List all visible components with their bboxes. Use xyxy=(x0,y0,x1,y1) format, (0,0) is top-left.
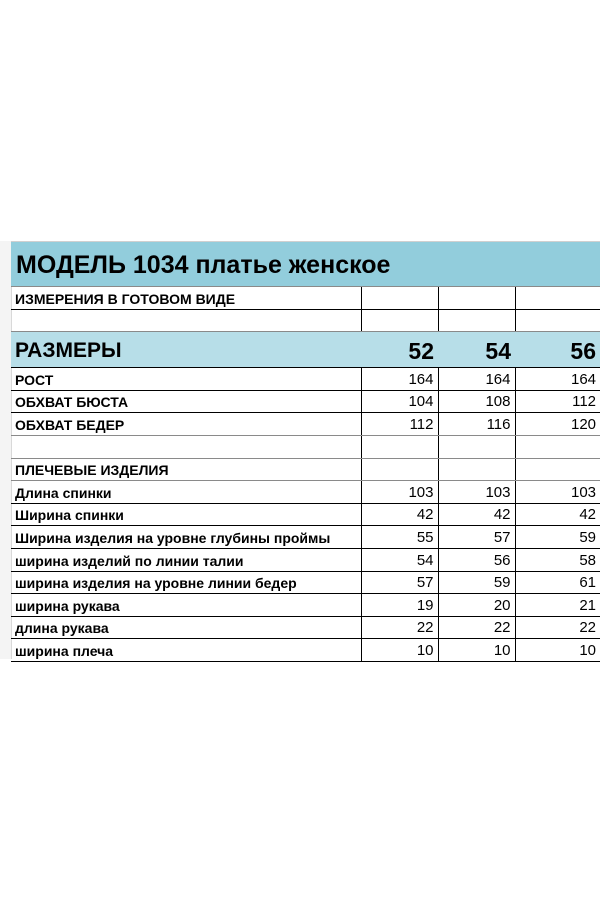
cell-value: 120 xyxy=(515,413,600,436)
row-label: РОСТ xyxy=(11,368,361,391)
cell-value: 54 xyxy=(361,548,438,571)
chart-title: МОДЕЛЬ 1034 платье женское xyxy=(11,242,600,287)
cell-value: 42 xyxy=(515,503,600,526)
cell-value: 10 xyxy=(438,639,515,662)
section-row xyxy=(11,458,600,481)
row-label: ширина плеча xyxy=(11,639,361,662)
cell-value: 57 xyxy=(438,526,515,549)
cell-value: 116 xyxy=(438,413,515,436)
cell-value: 108 xyxy=(438,390,515,413)
table-row xyxy=(11,503,600,526)
row-label: Ширина спинки xyxy=(11,503,361,526)
table-row xyxy=(11,368,600,391)
cell-value: 112 xyxy=(361,413,438,436)
cell-value: 164 xyxy=(515,368,600,391)
cell-value: 20 xyxy=(438,594,515,617)
subtitle-row xyxy=(11,287,600,310)
row-label: длина рукава xyxy=(11,616,361,639)
table-row xyxy=(11,526,600,549)
cell-value: 58 xyxy=(515,548,600,571)
row-label: ширина изделия на уровне линии бедер xyxy=(11,571,361,594)
table-row xyxy=(11,413,600,436)
cell-value: 56 xyxy=(438,548,515,571)
row-label: ширина изделий по линии талии xyxy=(11,548,361,571)
cell-value: 164 xyxy=(361,368,438,391)
row-label: ОБХВАТ БЮСТА xyxy=(11,390,361,413)
row-label: ширина рукава xyxy=(11,594,361,617)
cell-value: 42 xyxy=(361,503,438,526)
cell-value: 21 xyxy=(515,594,600,617)
size-header: 54 xyxy=(438,332,515,368)
table-row xyxy=(11,481,600,504)
table-row xyxy=(11,639,600,662)
cell-value: 164 xyxy=(438,368,515,391)
row-label: Длина спинки xyxy=(11,481,361,504)
cell-value: 59 xyxy=(515,526,600,549)
cell-value: 19 xyxy=(361,594,438,617)
cell-value: 57 xyxy=(361,571,438,594)
cell-value: 22 xyxy=(361,616,438,639)
sizes-label: РАЗМЕРЫ xyxy=(11,332,361,368)
row-label: Ширина изделия на уровне глубины проймы xyxy=(11,526,361,549)
cell-value: 22 xyxy=(438,616,515,639)
title-row xyxy=(11,242,600,287)
chart-subtitle: ИЗМЕРЕНИЯ В ГОТОВОМ ВИДЕ xyxy=(11,287,361,310)
blank-row xyxy=(11,435,600,458)
row-label: ОБХВАТ БЕДЕР xyxy=(11,413,361,436)
cell-value: 10 xyxy=(361,639,438,662)
cell-value: 59 xyxy=(438,571,515,594)
section-label: ПЛЕЧЕВЫЕ ИЗДЕЛИЯ xyxy=(11,458,361,481)
cell-value: 61 xyxy=(515,571,600,594)
blank-row xyxy=(11,309,600,332)
size-header: 52 xyxy=(361,332,438,368)
table-row xyxy=(11,390,600,413)
cell-value: 104 xyxy=(361,390,438,413)
size-header: 56 xyxy=(515,332,600,368)
table-row xyxy=(11,571,600,594)
table-row xyxy=(11,594,600,617)
cell-value: 10 xyxy=(515,639,600,662)
cell-value: 55 xyxy=(361,526,438,549)
cell-value: 103 xyxy=(438,481,515,504)
table-row xyxy=(11,548,600,571)
cell-value: 112 xyxy=(515,390,600,413)
cell-value: 103 xyxy=(361,481,438,504)
cell-value: 103 xyxy=(515,481,600,504)
table-row xyxy=(11,616,600,639)
cell-value: 22 xyxy=(515,616,600,639)
sizes-header-row xyxy=(11,332,600,368)
size-chart-table xyxy=(11,241,600,662)
cell-value: 42 xyxy=(438,503,515,526)
